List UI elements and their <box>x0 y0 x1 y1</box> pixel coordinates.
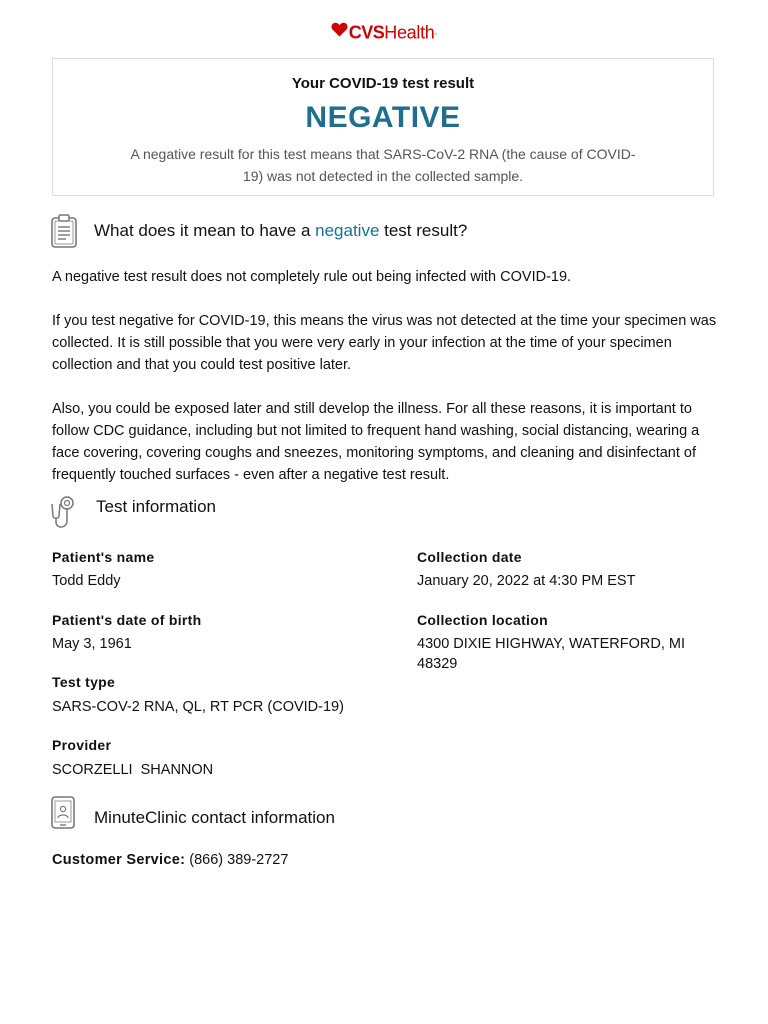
contact-heading: MinuteClinic contact information <box>94 808 335 827</box>
collection-date-label: Collection date <box>417 549 522 565</box>
stethoscope-icon <box>50 494 80 535</box>
cvs-health-logo <box>0 22 768 43</box>
meaning-paragraph-2: If you test negative for COVID-19, this means the virus was not detected at the time your specimen was collected. It is still possible that you were very early in your infection at the time of your specimen collection and that you could test positive later. <box>52 313 717 373</box>
test-type-value: SARS-COV-2 RNA, QL, RT PCR (COVID-19) <box>52 699 344 715</box>
customer-service-label: Customer Service: <box>52 852 186 868</box>
patient-name-label: Patient's name <box>52 549 155 565</box>
phone-icon <box>50 796 78 835</box>
patient-name-value: Todd Eddy <box>52 573 121 589</box>
dob-label: Patient's date of birth <box>52 612 202 628</box>
clipboard-icon <box>50 214 78 253</box>
test-type-label: Test type <box>52 674 116 690</box>
contact-section-heading <box>50 796 450 830</box>
collection-location-label: Collection location <box>417 612 548 628</box>
test-info-heading: Test information <box>96 497 216 516</box>
dob-value: May 3, 1961 <box>52 636 132 652</box>
result-value: NEGATIVE <box>305 101 461 134</box>
provider-label: Provider <box>52 737 112 753</box>
meaning-heading-end: test result? <box>379 221 468 240</box>
meaning-paragraph-3: Also, you could be exposed later and still develop the illness. For all these reasons, it is important to follow CDC guidance, including but not limited to frequent hand washing, social distancing, wearing a face covering, covering coughs and sneezes, monitoring symptoms, and cleaning and disinfectant of frequently touched surfaces - even after a negative test result. <box>52 401 700 483</box>
meaning-heading-start: What does it mean to have a <box>94 221 316 240</box>
collection-location-value: 4300 DIXIE HIGHWAY, WATERFORD, MI 48329 <box>417 636 686 672</box>
logo-mark: . <box>434 26 438 38</box>
heart-icon <box>331 22 348 43</box>
collection-date-value: January 20, 2022 at 4:30 PM EST <box>417 573 636 589</box>
customer-service-line <box>52 852 288 868</box>
meaning-heading-highlight: negative <box>315 221 380 240</box>
result-description: A negative result for this test means that SARS-CoV-2 RNA (the cause of COVID-19) was not detected in the collected sample. <box>130 146 636 184</box>
customer-service-phone[interactable]: (866) 389-2727 <box>189 852 289 868</box>
meaning-heading <box>94 221 467 241</box>
test-info-section-heading <box>50 494 350 528</box>
result-card <box>52 58 714 196</box>
meaning-section-heading <box>50 214 570 248</box>
provider-value: SCORZELLI SHANNON <box>52 762 214 778</box>
result-title: Your COVID-19 test result <box>291 75 475 92</box>
meaning-paragraph-1: A negative test result does not completely rule out being infected with COVID-19. <box>52 269 572 285</box>
logo-cvs-text: CVS <box>348 22 385 43</box>
logo-health-text: Health <box>384 22 435 43</box>
